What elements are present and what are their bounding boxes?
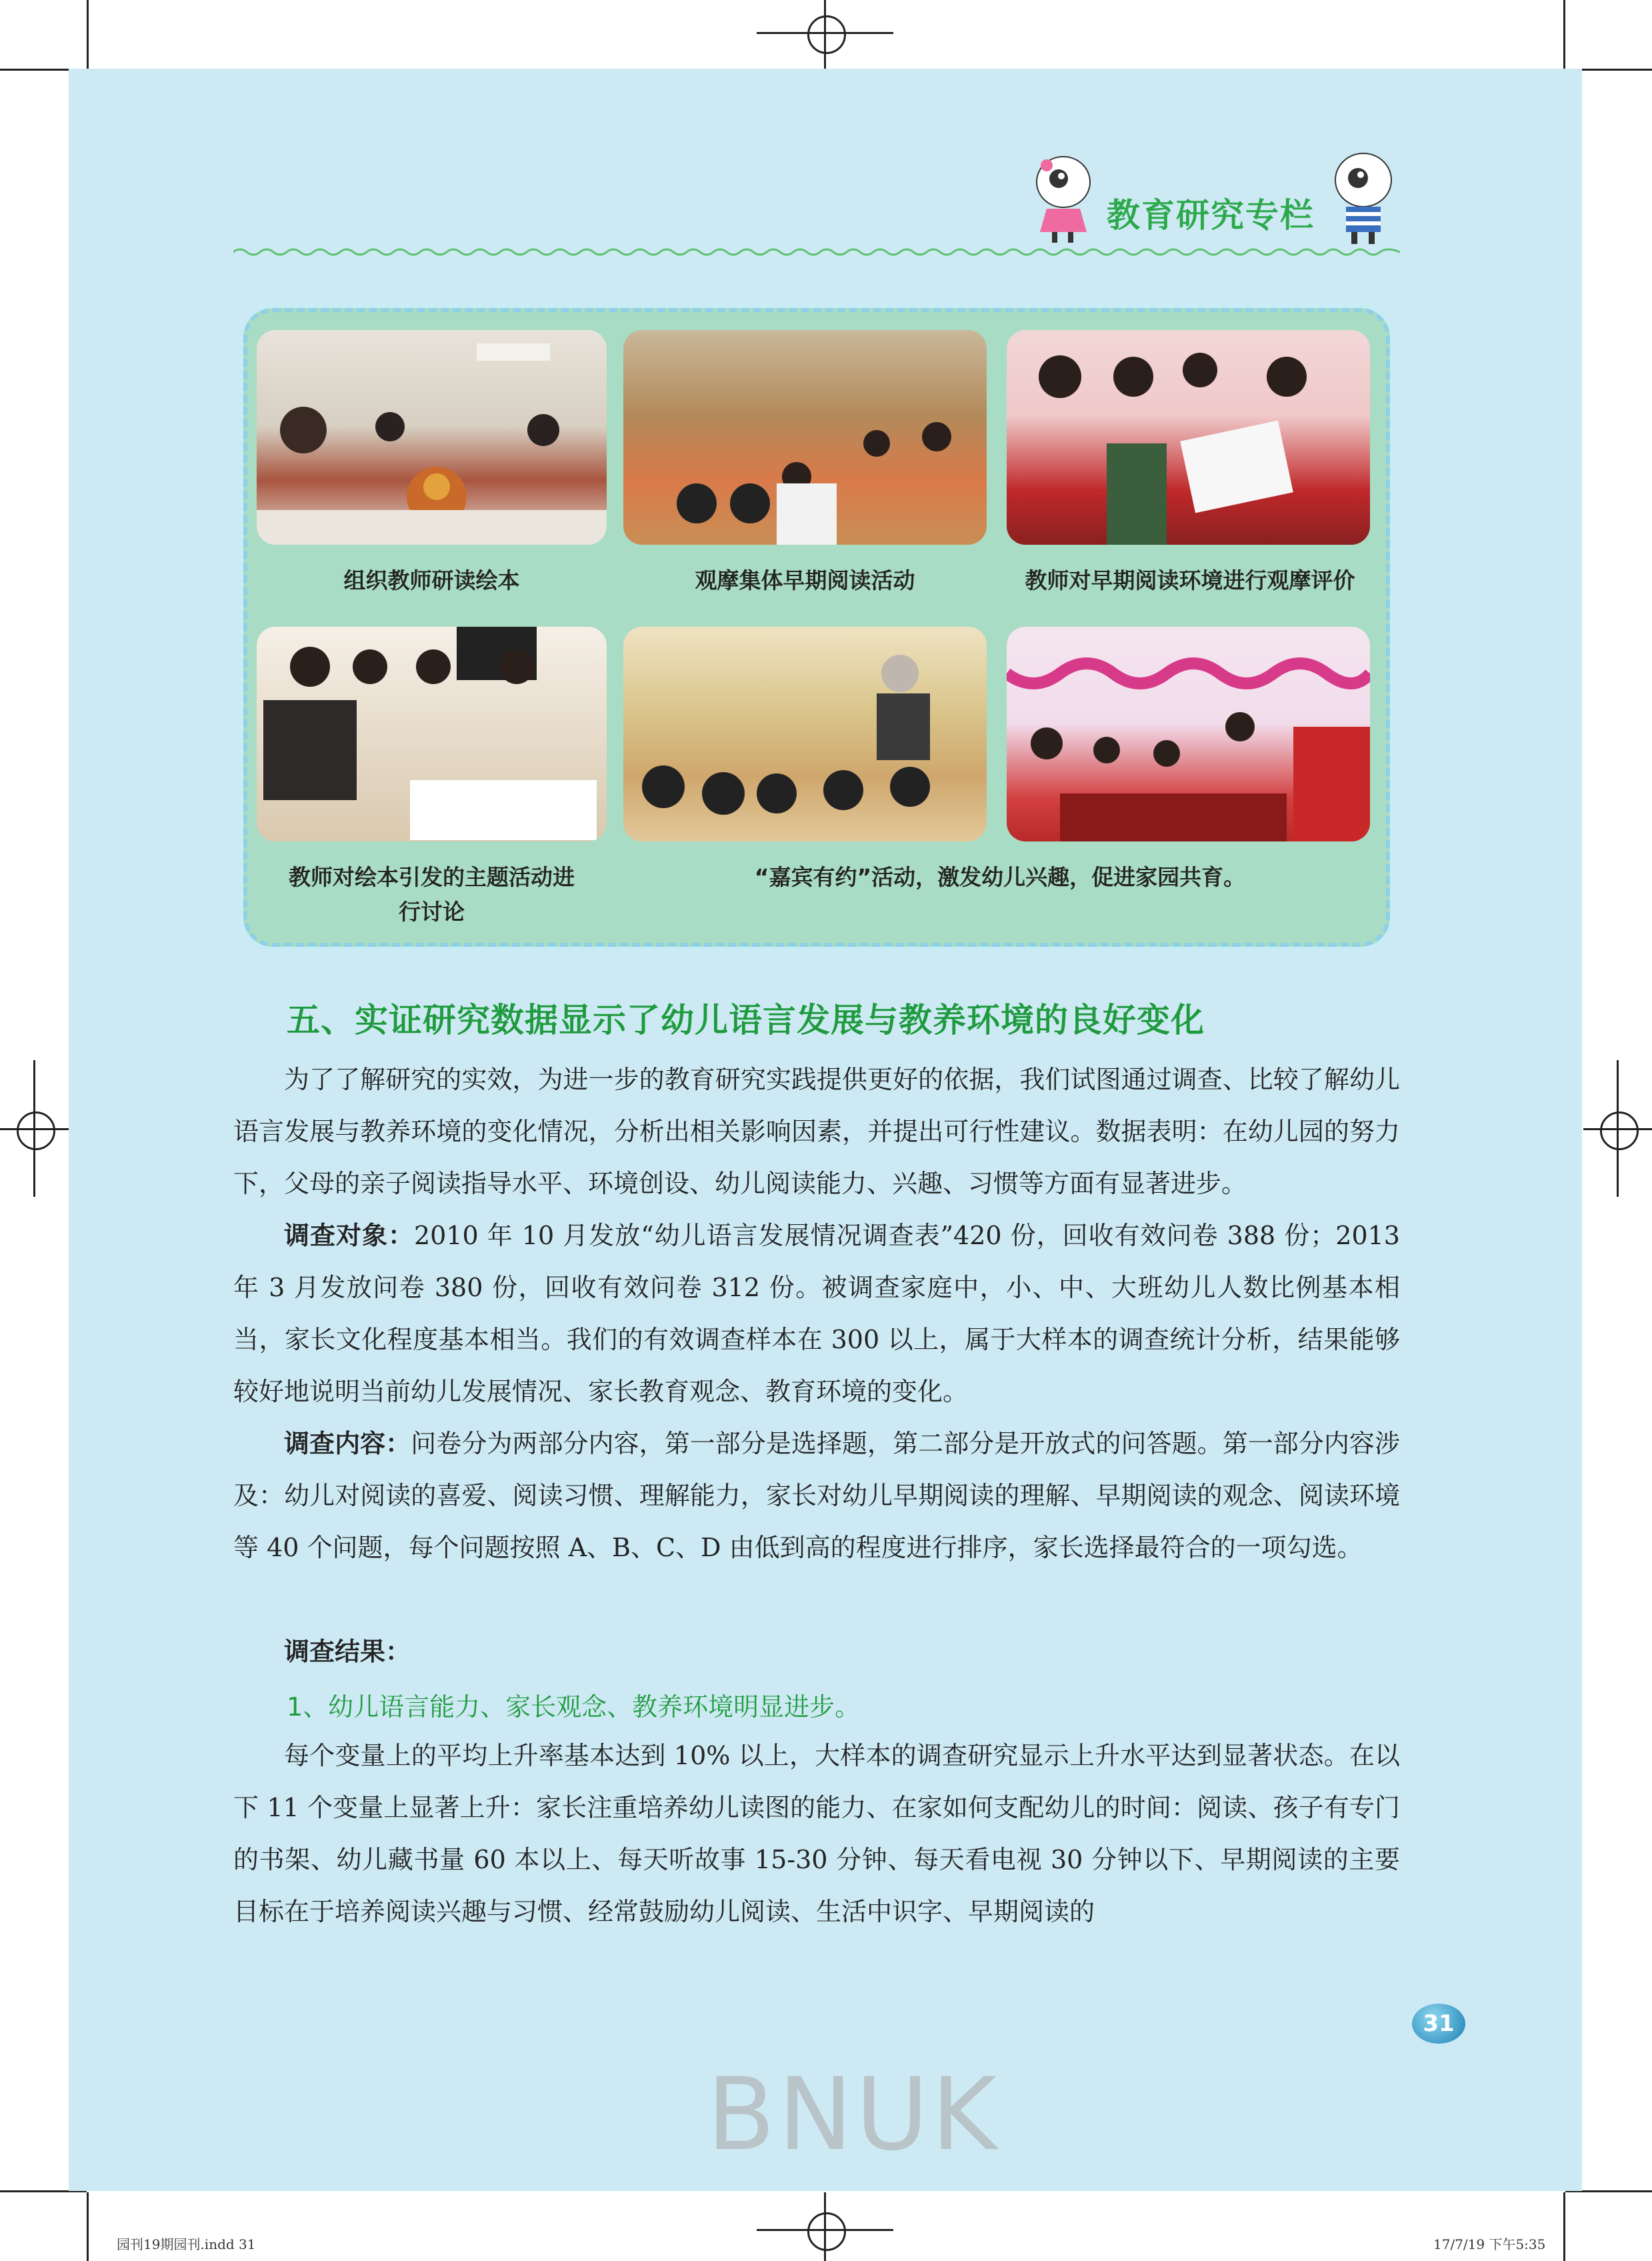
survey-results-label: 调查结果： [284,1637,411,1666]
registration-line [1617,1060,1619,1197]
watermark: BNUK [707,2057,1000,2173]
registration-mark [807,15,846,54]
registration-mark [807,2212,846,2251]
caption-theme-discussion [257,860,607,929]
section-heading: 五、实证研究数据显示了幼儿语言发展与教养环境的良好变化 [287,1000,1205,1039]
photo-guest-activity-children [623,627,987,841]
survey-content-text: 问卷分为两部分内容，第一部分是选择题，第二部分是开放式的问答题。第一部分内容涉及：幼儿对阅读的喜爱、阅读习惯、理解能力，家长对幼儿早期阅读的理解、早期阅读的观念、阅读环境等 40 个问题，每个问题按照 A、B、C、D 由低到高的程度进行排序，家长选择最符合的一项勾选。 [233,1429,1400,1562]
registration-line [33,1060,35,1197]
intro-text: 为了了解研究的实效，为进一步的教育研究实践提供更好的依据，我们试图通过调查、比较了解幼儿语言发展与教养环境的变化情况，分析出相关影响因素，并提出可行性建议。数据表明：在幼儿园的努力下，父母的亲子阅读指导水平、环境创设、幼儿阅读能力、兴趣、习惯等方面有显著进步。 [233,1065,1400,1198]
intro-paragraph [233,1053,1400,1210]
caption-group-reading: 观摩集体早期阅读活动 [695,567,915,593]
crop-mark [1563,2192,1565,2261]
registration-line [824,2192,826,2261]
survey-subjects-paragraph [233,1210,1400,1418]
photo-theme-discussion [257,627,607,841]
caption-theme-discussion-line2: 行讨论 [399,899,465,925]
survey-content-paragraph [233,1418,1400,1574]
registration-line [824,0,826,69]
mascot-girl-icon [1027,152,1100,245]
column-title: 教育研究专栏 [1107,196,1315,235]
page-number: 31 [1412,2004,1465,2044]
survey-content-label: 调查内容： [284,1429,411,1458]
caption-theme-discussion-line1: 教师对绘本引发的主题活动进 [289,864,575,890]
survey-subjects-label: 调查对象： [284,1221,414,1250]
crop-mark [1563,0,1565,69]
slug-file-info: 园刊19期园刊.indd 31 [117,2236,256,2252]
caption-environment-review: 教师对早期阅读环境进行观摩评价 [1025,567,1355,593]
result1-paragraph [233,1730,1400,1938]
mascot-boy-icon [1323,150,1403,247]
registration-mark [17,1111,55,1150]
photo-group-reading [623,330,987,545]
photo-guest-activity-stage [1007,627,1370,841]
result1-heading: 1、幼儿语言能力、家长观念、教养环境明显进步。 [287,1692,861,1722]
survey-results-label-row [233,1626,1400,1678]
crop-mark [87,2192,89,2261]
header-wavy-divider [233,247,1400,257]
slug-timestamp: 17/7/19 下午5:35 [1433,2236,1546,2252]
registration-mark [1600,1111,1639,1150]
caption-guest-activity: “嘉宾有约”活动，激发幼儿兴趣，促进家园共育。 [754,864,1246,890]
survey-subjects-text: 2010 年 10 月发放“幼儿语言发展情况调查表”420 份，回收有效问卷 388 份；2013 年 3 月发放问卷 380 份，回收有效问卷 312 份。被调查家庭中，小、中、大班幼儿人数比例基本相当，家长文化程度基本相当。我们的有效调查样本在 300 以上，属于大样本的调查统计分析，结果能够较好地说明当前幼儿发展情况、家长教育观念、教育环境的变化。 [233,1221,1400,1406]
caption-teachers-reading: 组织教师研读绘本 [343,567,520,593]
crop-mark [87,0,89,69]
photo-environment-review [1007,330,1370,545]
result1-text: 每个变量上的平均上升率基本达到 10% 以上，大样本的调查研究显示上升水平达到显著状态。在以下 11 个变量上显著上升：家长注重培养幼儿读图的能力、在家如何支配幼儿的时间：阅读、孩子有专门的书架、幼儿藏书量 60 本以上、每天听故事 15-30 分钟、每天看电视 30 分钟以下、早期阅读的主要目标在于培养阅读兴趣与习惯、经常鼓励幼儿阅读、生活中识字、早期阅读的 [233,1741,1400,1926]
photo-teachers-reading [257,330,607,545]
